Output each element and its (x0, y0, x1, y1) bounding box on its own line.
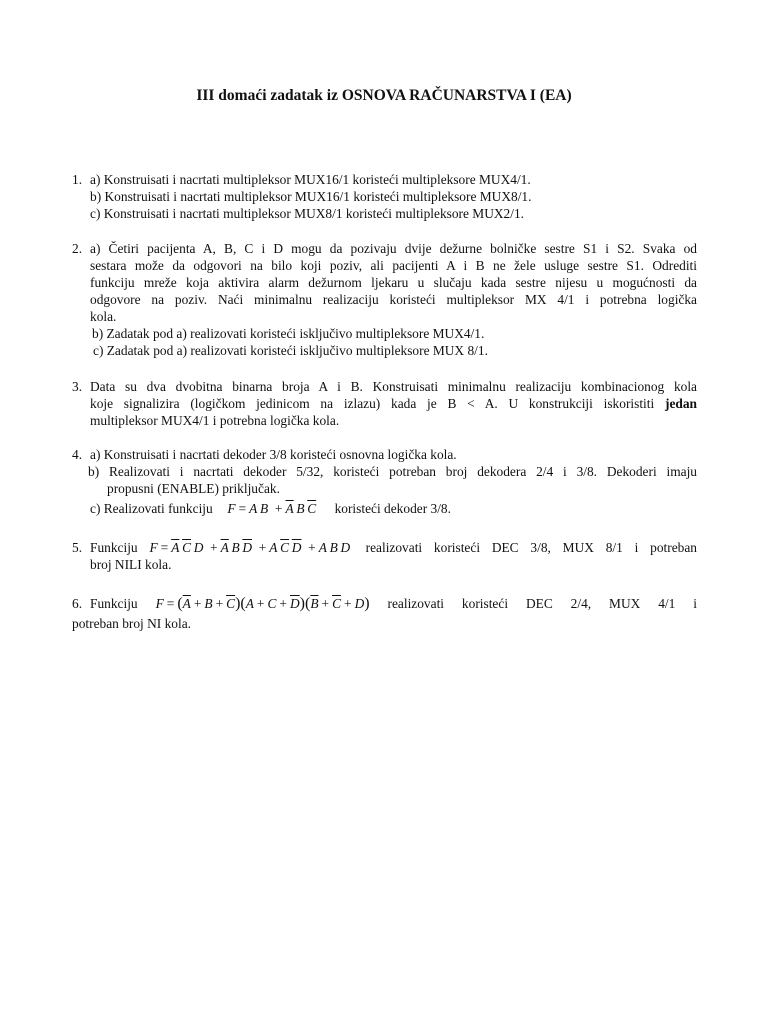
task-6-line-1 (90, 594, 697, 614)
formula-variable: $\overline{C}$ (307, 501, 317, 516)
task-6-line-2: potreban broj NI kola. (72, 616, 191, 631)
task-number: 1. (72, 172, 83, 187)
formula-variable: $\overline{A}$ (182, 596, 191, 611)
formula-variable: $\overline{D}$ (289, 596, 300, 611)
formula-parenthesis: ( (177, 595, 183, 612)
formula-variable: B (204, 596, 213, 611)
task-number: 2. (72, 241, 83, 256)
formula-variable: $\overline{C}$ (332, 596, 341, 611)
formula-variable: $\overline{C}$ (280, 540, 290, 555)
task-1c: c) Konstruisati i nacrtati multipleksor MUX8/1 koristeći multipleksore MUX2/1. (90, 206, 525, 221)
formula-5 (149, 540, 353, 555)
task-5-label: Funkciju (90, 540, 138, 555)
task-2c: c) Zadatak pod a) realizovati koristeći isključivo multipleksore MUX 8/1. (93, 343, 488, 358)
formula-variable: $\overline{A}$ (285, 501, 294, 516)
task-4c-label: c) Realizovati funkciju (90, 501, 213, 516)
formula-variable: D (340, 540, 351, 555)
formula-term (269, 540, 304, 555)
formula-operator: + (308, 540, 316, 555)
formula-6 (156, 596, 370, 611)
task-number: 6. (72, 596, 83, 611)
task-3-line-2-text: koje signalizira (logičkom jedinicom na izlazu) kada je B < A. U konstrukciji iskoristiti (90, 396, 655, 411)
formula-variable: D (354, 596, 365, 611)
formula-variable: B (231, 540, 240, 555)
task-4c-suffix: koristeći dekoder 3/8. (334, 501, 451, 516)
task-1a: a) Konstruisati i nacrtati multipleksor MUX16/1 koristeći multipleksore MUX4/1. (90, 172, 531, 187)
task-number: 5. (72, 540, 83, 555)
formula-variable: B (260, 501, 269, 516)
formula-operator: = (238, 501, 247, 516)
formula-operator: + (321, 596, 330, 611)
formula-operator: + (215, 596, 224, 611)
task-4c (90, 500, 697, 517)
formula-variable: A (249, 501, 258, 516)
document-title: III domaći zadatak iz OSNOVA RAČUNARSTVA I (EA) (196, 87, 572, 104)
task-2a-line-4: odgovore na poziv. Naći minimalnu realizaciju koristeći multipleksor MX 4/1 i potrebna logička (90, 292, 697, 307)
task-2a-line-1: a) Četiri pacijenta A, B, C i D mogu da pozivaju dvije dežurne bolničke sestre S1 i S2. Svaka od (90, 241, 697, 256)
task-6-suffix: realizovati koristeći DEC 2/4, MUX 4/1 i (387, 596, 697, 611)
task-5-suffix: realizovati koristeći DEC 3/8, MUX 8/1 i potreban (365, 540, 697, 555)
formula-operator: + (258, 540, 267, 555)
formula-variable: D (193, 540, 204, 555)
formula-term (221, 540, 255, 555)
formula-term (285, 501, 318, 516)
formula-operator: + (279, 596, 287, 611)
formula-variable: A (318, 540, 327, 555)
formula-parenthesis: ) (299, 595, 305, 612)
formula-parenthesis: ) (235, 595, 241, 612)
task-5-line-2: broj NILI kola. (90, 557, 172, 572)
task-2a-line-3: funkciju mreže koja aktivira alarm dežurnom ljekaru u slučaju kada sestre nijesu u mogućnosti da (90, 275, 697, 290)
task-2 (72, 240, 697, 359)
formula-variable: F (227, 501, 236, 516)
task-5 (72, 539, 697, 573)
formula-operator: = (160, 540, 169, 555)
task-3-line-3: multipleksor MUX4/1 i potrebna logička kola. (90, 413, 340, 428)
task-4a: a) Konstruisati i nacrtati dekoder 3/8 koristeći osnovna logička kola. (90, 447, 457, 462)
task-6 (72, 594, 697, 634)
formula-operator: + (210, 540, 218, 555)
formula-variable: $\overline{D}$ (242, 540, 253, 555)
formula-parenthesis: ( (240, 595, 246, 612)
formula-operator: + (274, 501, 283, 516)
task-5-line-1 (90, 539, 697, 556)
formula-variable: $\overline{B}$ (310, 596, 319, 611)
formula-operator: = (166, 596, 175, 611)
formula-variable: $\overline{C}$ (182, 540, 191, 555)
formula-4c (227, 501, 319, 516)
formula-operator: + (193, 596, 202, 611)
task-2a-line-5: kola. (90, 309, 117, 324)
formula-parenthesis: ( (304, 595, 311, 612)
task-6-label: Funkciju (90, 596, 138, 611)
formula-term (171, 540, 206, 555)
task-3 (72, 378, 697, 429)
task-1b: b) Konstruisati i nacrtati multipleksor MUX16/1 koristeći multipleksore MUX8/1. (90, 189, 532, 204)
task-1 (72, 171, 697, 222)
formula-operator: + (344, 596, 352, 611)
formula-variable: A (245, 596, 254, 611)
formula-variable: $\overline{A}$ (220, 540, 229, 555)
formula-variable: F (155, 596, 164, 611)
task-3-line-1: Data su dva dvobitna binarna broja A i B. Konstruisati minimalnu realizaciju kombinacionog kola (90, 379, 697, 394)
task-4b-line-1: b) Realizovati i nacrtati dekoder 5/32, koristeći potreban broj dekodera 2/4 i 3/8. Dekoderi imaju (88, 464, 697, 479)
task-number: 3. (72, 379, 83, 394)
formula-term (249, 501, 271, 516)
task-3-line-2 (90, 395, 697, 412)
task-4b-line-2: propusni (ENABLE) priključak. (107, 481, 280, 496)
formula-variable: B (296, 501, 305, 516)
formula-variable: C (267, 596, 277, 611)
formula-parenthesis: ) (364, 595, 370, 612)
task-2a-line-2: sestara može da odgovori na bilo koji poziv, ali pacijenti A i B ne žele usluge sestre S1. Odrediti (90, 258, 697, 273)
formula-variable: F (149, 540, 158, 555)
task-4 (72, 446, 697, 517)
formula-variable: $\overline{A}$ (171, 540, 180, 555)
task-number: 4. (72, 447, 83, 462)
task-2b: b) Zadatak pod a) realizovati koristeći isključivo multipleksore MUX4/1. (92, 326, 485, 341)
formula-term (319, 540, 353, 555)
formula-variable: $\overline{C}$ (226, 596, 236, 611)
formula-variable: A (269, 540, 278, 555)
formula-variable: B (329, 540, 338, 555)
task-3-emphasis: jedan (665, 396, 697, 411)
formula-operator: + (256, 596, 265, 611)
formula-variable: $\overline{D}$ (291, 540, 302, 555)
